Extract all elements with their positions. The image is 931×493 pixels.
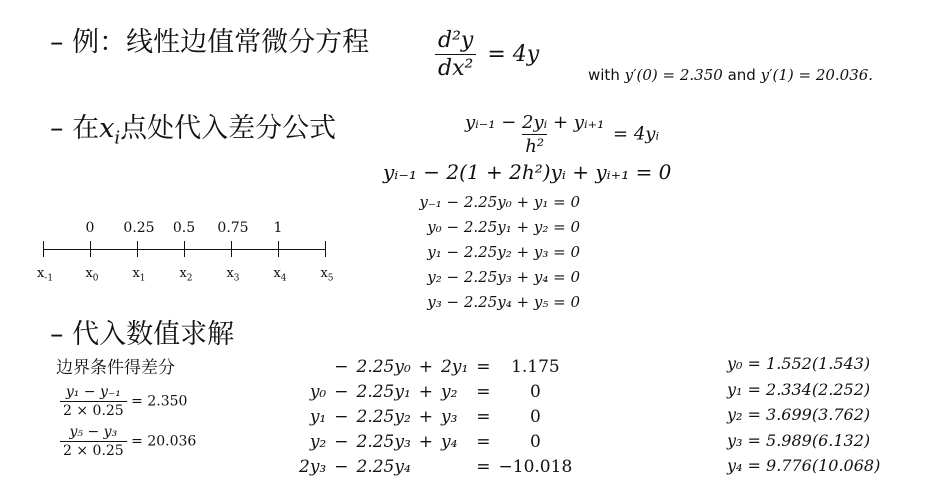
ode-rhs: = 4y [487,41,540,67]
grid-node-label: $x_0$ [85,266,99,284]
boundary-condition-right [60,424,196,459]
difference-rhs: = 4yᵢ [613,123,660,145]
grid-tick [137,241,138,257]
difference-equation: y₁ − 2.25y₂ + y₃ = 0 [427,243,580,261]
grid-tick [325,241,326,257]
difference-denominator: h² [522,134,547,157]
grid-tick-label: 0.5 [172,220,196,236]
grid-node-label: $x_1$ [132,266,146,284]
heading-substitute-prefix: – 在 [50,113,100,144]
grid-tick [90,241,91,257]
boundary-left-numerator: y₁ − y₋₁ [65,384,121,400]
difference-formula [462,112,659,157]
solution-item: y₃ = 5.989(6.132) [727,430,871,450]
solution-item: y₁ = 2.334(2.252) [727,379,871,399]
heading-solve: – 代入数值求解 [50,319,235,350]
grid-node-label: $x_2$ [179,266,193,284]
boundary-right-denominator: 2 × 0.25 [60,441,127,459]
solution-item: y₄ = 9.776(10.068) [727,456,881,475]
difference-numerator: yᵢ₋₁ − 2yᵢ + yᵢ₊₁ [465,112,605,133]
ode-condition-right: y′(1) = 20.036. [760,66,874,84]
grid-tick-label: 0.75 [217,220,249,236]
system-row: 2y₃ − 2.25y₄ = −10.018 [299,456,573,477]
ode-with-label: with [588,66,620,84]
difference-equation: y₀ − 2.25y₁ + y₂ = 0 [427,218,580,236]
heading-substitute-sub: i [114,127,121,149]
solution-item: y₀ = 1.552(1.543) [727,354,871,373]
difference-equation: y₃ − 2.25y₄ + y₅ = 0 [427,293,580,311]
grid-node-label: $x_{-1}$ [36,266,54,284]
difference-equations [400,190,580,315]
heading-substitute [50,106,336,148]
system-row: y₂ − 2.25y₃ + y₄ = 0 [309,431,541,452]
system-row: y₁ − 2.25y₂ + y₃ = 0 [309,406,541,427]
ode-condition-left: y′(0) = 2.350 [624,66,723,84]
boundary-title: 边界条件得差分 [56,358,175,378]
ode-conditions [588,66,873,84]
boundary-condition-left [60,384,187,419]
grid-node-label: $x_5$ [320,266,334,284]
ode-lhs-numerator: d²y [438,28,474,53]
grid-tick-label: 1 [273,220,283,236]
heading-substitute-var: x [99,113,115,144]
linear-system-table [295,354,576,479]
system-row: − 2.25y₀ + 2y₁ = 1.175 [334,356,560,377]
grid-tick [184,241,185,257]
difference-equation: y₂ − 2.25y₃ + y₄ = 0 [427,268,580,286]
system-row: y₀ − 2.25y₁ + y₂ = 0 [309,381,541,402]
heading-example: – 例：线性边值常微分方程 [50,27,370,58]
boundary-right-numerator: y₅ − y₃ [69,424,118,440]
difference-general: yᵢ₋₁ − 2(1 + 2h²)yᵢ + yᵢ₊₁ = 0 [383,160,672,184]
boundary-right-rhs: = 20.036 [131,433,197,450]
ode-and-label: and [727,66,756,84]
ode-lhs-denominator: dx² [435,54,476,81]
grid-tick [278,241,279,257]
grid-node-label: $x_4$ [273,266,287,284]
heading-substitute-suffix: 点处代入差分公式 [120,113,337,144]
difference-fraction [462,112,607,157]
boundary-left-denominator: 2 × 0.25 [60,401,127,419]
solution-list [727,351,880,479]
boundary-right-fraction [60,424,127,459]
linear-system [295,354,576,479]
ode-derivative-fraction [435,28,476,81]
solution-item: y₂ = 3.699(3.762) [727,405,871,424]
grid-tick-label: 0.25 [123,220,155,236]
grid-tick-label: 0 [85,220,95,236]
grid-node-label: $x_3$ [226,266,240,284]
boundary-left-fraction [60,384,127,419]
boundary-left-rhs: = 2.350 [131,393,188,410]
grid-tick [43,241,44,257]
grid-tick [231,241,232,257]
difference-equation: y₋₁ − 2.25y₀ + y₁ = 0 [419,193,580,211]
ode-equation [435,28,539,81]
